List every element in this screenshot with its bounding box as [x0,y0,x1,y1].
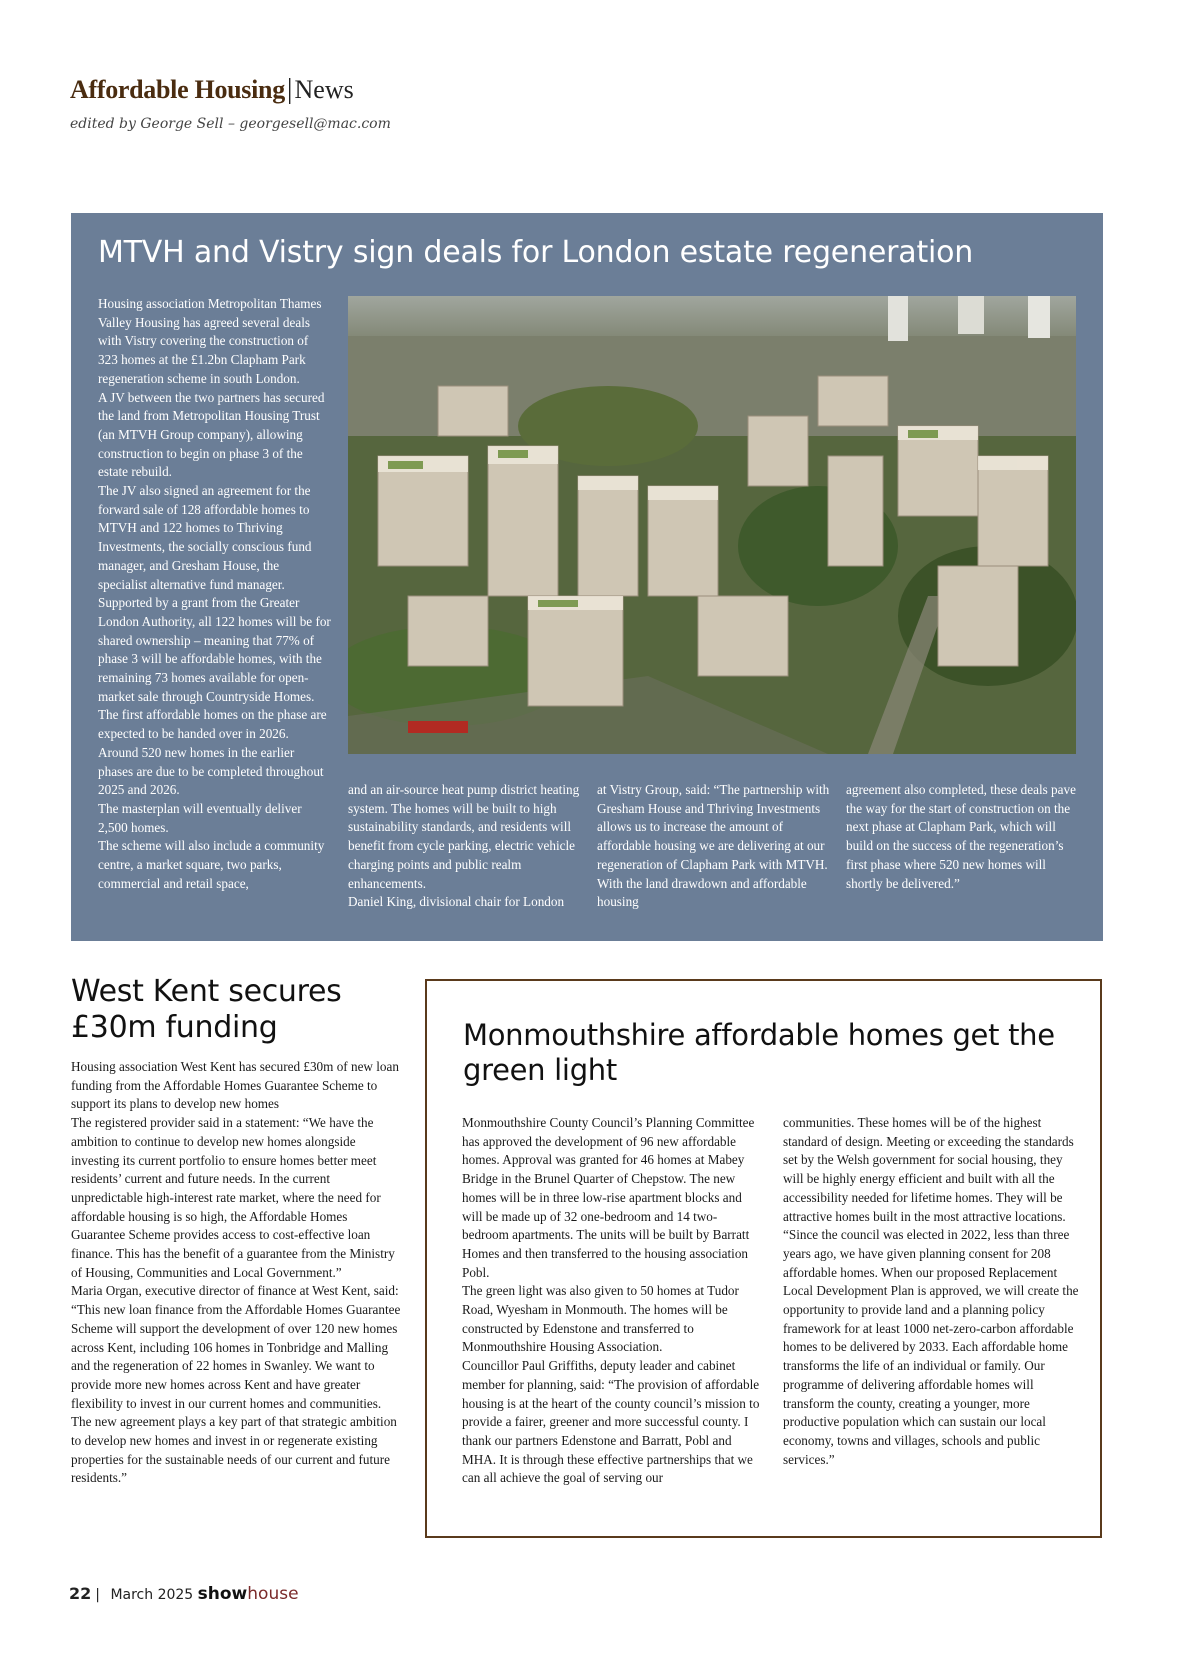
paragraph: agreement also completed, these deals pave the way for the start of construction on the next phase at Clapham Park, which will build on the success of the regeneration’s first phase where 520 new homes will shortly be delivered.” [846,782,1076,891]
monmouthshire-headline: Monmouthshire affordable homes get the green light [463,1018,1055,1087]
paragraph: The JV also signed an agreement for the forward sale of 128 affordable homes to MTVH and 122 homes to Thriving Investments, the socially conscious fund manager, and Gresham House, the specialist alternative fund manager. [98,483,312,592]
feature-article [71,213,1103,941]
feature-headline: MTVH and Vistry sign deals for London estate regeneration [98,235,974,270]
monmouthshire-article [425,979,1102,1538]
section-topic: News [294,75,354,104]
logo-part: show [197,1584,248,1604]
paragraph: Councillor Paul Griffiths, deputy leader and cabinet member for planning, said: “The provision of affordable housing is at the heart of the county council’s mission to provide a fairer, greener and more successful county. I thank our partners Edenstone and Barratt, Pobl and MHA. It is through these effective partnerships that we can all achieve the goal of serving our [462,1358,760,1486]
page-number: 22 [69,1584,92,1603]
magazine-logo [197,1584,299,1604]
paragraph: Maria Organ, executive director of finance at West Kent, said: “This new loan finance from the Affordable Homes Guarantee Scheme will support the development of over 120 new homes across Kent, including 106 homes in Tonbridge and Malling and the regeneration of 22 homes in Swanley. We want to provide more new homes across Kent and have greater flexibility to invest in our current homes and communities. The new agreement plays a key part of that strategic ambition to develop new homes and invest in or regenerate existing properties for the sustainable needs of our current and future residents.” [71,1283,401,1486]
paragraph: Daniel King, divisional chair for London [348,894,565,910]
paragraph: Housing association Metropolitan Thames Valley Housing has agreed several deals with Vistry covering the construction of 323 homes at the £1.2bn Clapham Park regeneration scheme in south London. [98,296,322,386]
paragraph: The registered provider said in a statement: “We have the ambition to continue to develop new homes alongside investing its current portfolio to ensure homes better meet residents’ current and future needs. In the current unpredictable high-interest rate market, where the need for affordable housing is so high, the Affordable Homes Guarantee Scheme provides access to cost-effective loan finance. This has the benefit of a guarantee from the Ministry of Housing, Communities and Local Government.” [71,1115,395,1280]
paragraph: communities. These homes will be of the highest standard of design. Meeting or exceeding the standards set by the Welsh government for social housing, they will be highly energy efficient and built with all the accessibility needed for lifetime homes. They will be attractive homes built in the most attractive locations. [783,1115,1074,1224]
feature-column-1 [98,295,331,894]
paragraph: at Vistry Group, said: “The partnership with Gresham House and Thriving Investments allows us to increase the amount of affordable housing we are delivering at our regeneration of Clapham Park with MTVH. With the land drawdown and affordable housing [597,782,830,910]
page-footer [69,1584,299,1604]
feature-column-3 [597,781,831,912]
headline-line: West Kent secures [71,974,342,1009]
monmouthshire-column-2 [783,1114,1083,1469]
feature-column-4 [846,781,1080,893]
paragraph: The masterplan will eventually deliver 2,500 homes. [98,800,302,835]
feature-column-2 [348,781,582,912]
logo-part: house [247,1584,299,1604]
estate-aerial-photo [348,296,1076,754]
paragraph: The green light was also given to 50 homes at Tudor Road, Wyesham in Monmouth. The homes will be constructed by Edenstone and transferred to Monmouthshire Housing Association. [462,1283,739,1355]
paragraph: and an air-source heat pump district heating system. The homes will be built to high sustainability standards, and residents will benefit from cycle parking, electric vehicle charging points and public realm enhancements. [348,782,580,891]
paragraph: A JV between the two partners has secured the land from Metropolitan Housing Trust (an MTVH Group company), allowing construction to begin on phase 3 of the estate rebuild. [98,389,325,480]
editor-credit: edited by George Sell – georgesell@mac.com [70,116,391,132]
paragraph: The scheme will also include a community centre, a market square, two parks, commercial and retail space, [98,838,325,891]
headline-line: £30m funding [71,1010,278,1045]
paragraph: Housing association West Kent has secured £30m of new loan funding from the Affordable Homes Guarantee Scheme to support its plans to develop new homes [71,1059,399,1112]
paragraph: Supported by a grant from the Greater London Authority, all 122 homes will be for shared ownership – meaning that 77% of phase 3 will be affordable homes, with the remaining 73 homes available for open-market sale through Countryside Homes. The first affordable homes on the phase are expected to be handed over in 2026. Around 520 new homes in the earlier phases are due to be completed throughout 2025 and 2026. [98,595,331,798]
west-kent-headline [71,974,342,1046]
monmouthshire-column-1 [462,1114,762,1488]
west-kent-body [71,1058,401,1488]
header-separator: | [286,74,293,105]
section-name: Affordable Housing [70,75,285,104]
issue-date: March 2025 [110,1587,194,1603]
paragraph: “Since the council was elected in 2022, less than three years ago, we have given planning consent for 208 affordable homes. When our proposed Replacement Local Development Plan is approved, we will create the opportunity to provide land and a planning policy framework for at least 1000 net-zero-carbon affordable homes to be delivered by 2033. Each affordable home transforms the life of an individual or family. Our programme of delivering affordable homes will transform the county, creating a younger, more productive population which can sustain our local economy, towns and villages, schools and public services.” [783,1227,1079,1467]
paragraph: Monmouthshire County Council’s Planning Committee has approved the development of 96 new affordable homes. Approval was granted for 46 homes at Mabey Bridge in the Brunel Quarter of Chepstow. The new homes will be in three low-rise apartment blocks and will be made up of 32 one-bedroom and 14 two-bedroom apartments. The units will be built by Barratt Homes and then transferred to the housing association Pobl. [462,1115,755,1280]
section-header [70,74,354,106]
footer-separator: | [95,1587,100,1603]
